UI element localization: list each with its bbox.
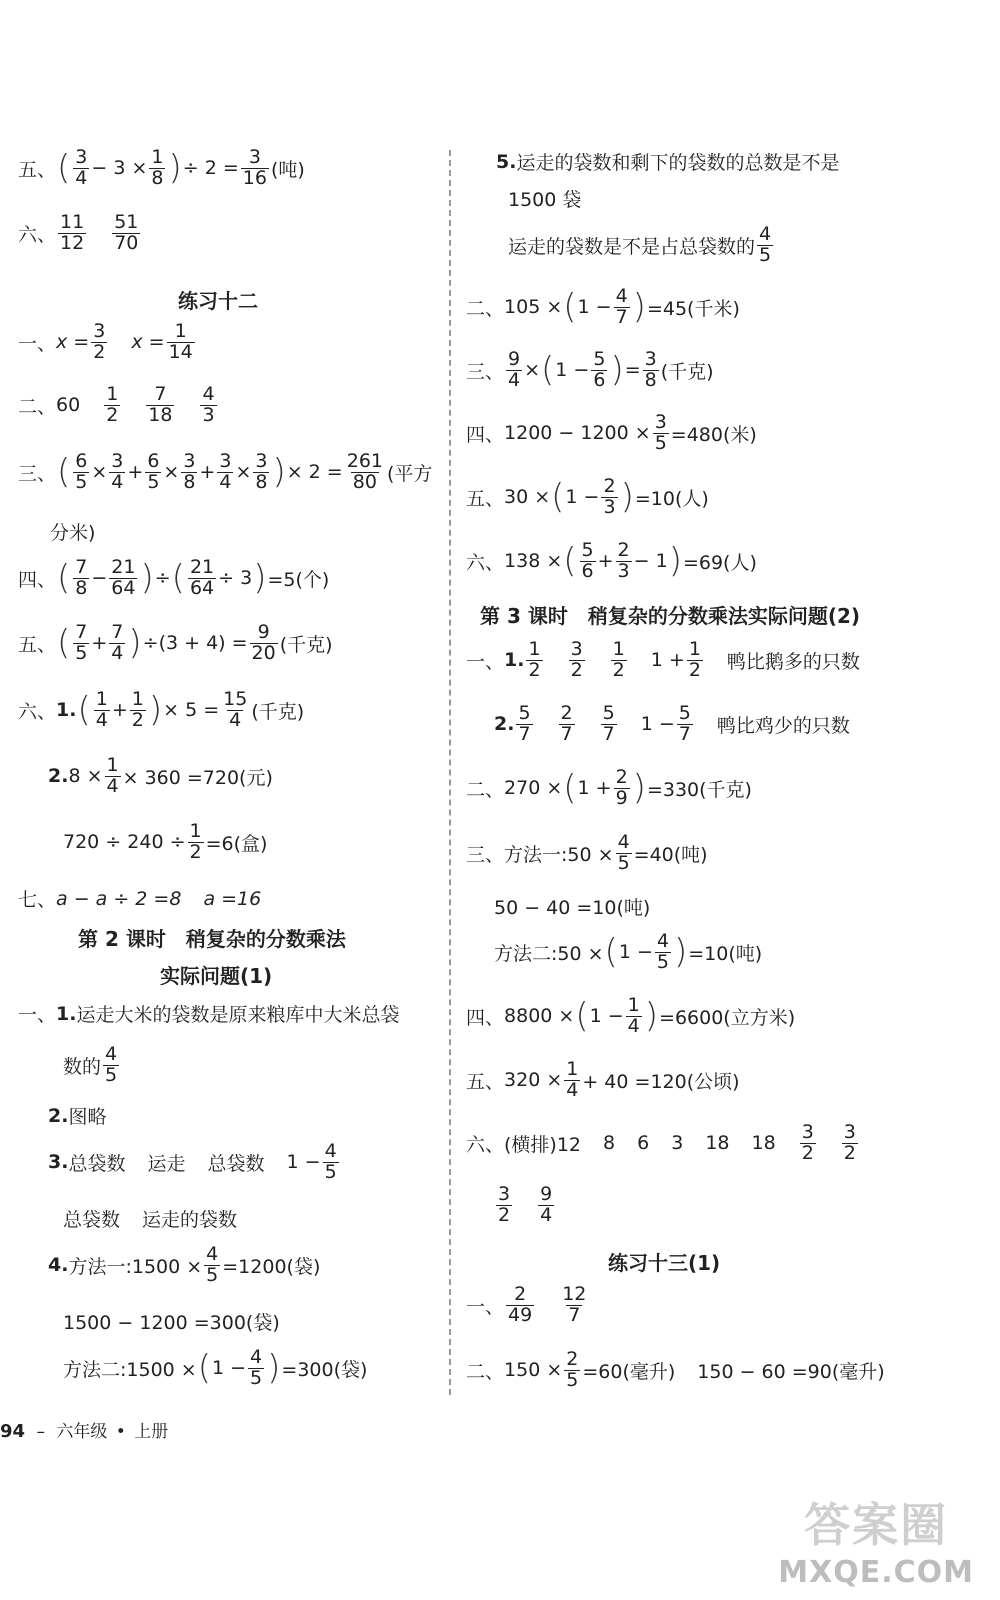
- term-label: 上册: [134, 1422, 169, 1442]
- question-4: 四、 1200 − 1200 × $\frac{3}{5}$ =480(米): [466, 411, 757, 454]
- section-heading-lianxi12: 练习十二: [178, 289, 258, 313]
- fraction: $\frac{5}{7}$: [602, 702, 615, 745]
- fraction: $\frac{1}{2}$: [189, 820, 202, 863]
- exercise-5: 五、 ( $\frac{7}{5}$ + $\frac{7}{4}$ ) ÷(3 + 4) = $\frac{9}{20}$ (千克): [18, 621, 333, 664]
- fraction: $\frac{2}{49}$: [508, 1283, 533, 1326]
- exercise-6-1: 六、 1. ( $\frac{1}{4}$ + $\frac{1}{2}$ ) × 5 = $\frac{15}{4}$ (千克): [18, 688, 305, 731]
- fraction: $\frac{1}{8}$: [151, 146, 164, 189]
- fraction: $\frac{4}{5}$: [656, 930, 669, 973]
- lesson3-question-1-1: 一、 1. $\frac{1}{2}$ $\frac{3}{2}$ $\frac{1}{2}$ 1 + $\frac{1}{2}$ 鸭比鹅多的只数: [466, 638, 860, 681]
- fraction: $\frac{3}{2}$: [570, 638, 583, 681]
- fraction: $\frac{3}{2}$: [498, 1183, 511, 1226]
- section-heading-lianxi13: 练习十三(1): [608, 1251, 721, 1275]
- fraction: $\frac{4}{5}$: [250, 1346, 263, 1389]
- question-1-1-cont: 数的 $\frac{4}{5}$: [63, 1043, 118, 1086]
- fraction: $\frac{3}{2}$: [843, 1121, 856, 1164]
- fraction: $\frac{3}{4}$: [219, 450, 232, 493]
- lesson3-question-6-cont: [494, 1185, 556, 1226]
- fraction: $\frac{5}{6}$: [581, 539, 594, 582]
- fraction: $\frac{15}{4}$: [223, 688, 248, 731]
- question-5: 五、 30 × ( 1 − $\frac{2}{3}$ ) =10(人): [466, 475, 709, 518]
- watermark: 答案圈 MXQE.COM: [778, 1498, 974, 1590]
- lesson3-question-1-2: 2. $\frac{5}{7}$ $\frac{2}{7}$ $\frac{5}{7}$ 1 − $\frac{5}{7}$ 鸭比鸡少的只数: [494, 702, 850, 745]
- lesson3-question-3-method2: 方法二:50 × ( 1 − $\frac{4}{5}$ ) =10(吨): [494, 930, 763, 973]
- fraction: $\frac{9}{4}$: [540, 1183, 553, 1226]
- fraction: $\frac{1}{4}$: [627, 994, 640, 1037]
- exercise-3-unit: 分米): [50, 522, 96, 544]
- lesson-2-subheading: 实际问题(1): [160, 964, 273, 988]
- page-number: 94: [0, 1421, 26, 1442]
- question-1-5-cont: 1500 袋: [508, 189, 582, 211]
- question-1-5: 5. 运走的袋数和剩下的袋数的总数是不是: [496, 150, 840, 174]
- fraction: $\frac{7}{5}$: [75, 621, 88, 664]
- exercise-6-2: 2. 8 × $\frac{1}{4}$ × 360 =720(元): [48, 754, 273, 797]
- question-2: 二、 105 × ( 1 − $\frac{4}{7}$ ) =45(千米): [466, 285, 740, 328]
- exercise-6-2-step: 720 ÷ 240 ÷ $\frac{1}{2}$ =6(盒): [63, 820, 268, 863]
- fraction: $\frac{51}{70}$: [114, 211, 139, 254]
- fraction: $\frac{9}{4}$: [508, 348, 521, 391]
- lesson3-question-4: 四、 8800 × ( 1 − $\frac{1}{4}$ ) =6600(立方米): [466, 994, 796, 1037]
- lesson-2-heading: 第 2 课时 稍复杂的分数乘法: [78, 927, 346, 951]
- answer-5: 五、 ( $\frac{3}{4}$ − 3 × $\frac{1}{8}$ ) ÷ 2 = $\frac{3}{16}$ (吨): [18, 146, 305, 189]
- fraction: $\frac{7}{18}$: [148, 383, 173, 426]
- fraction: $\frac{6}{5}$: [75, 450, 88, 493]
- fraction: $\frac{2}{3}$: [617, 539, 630, 582]
- lianxi13-question-2: 二、 150 × $\frac{2}{5}$ =60(毫升) 150 − 60 =90(毫升): [466, 1348, 885, 1391]
- lianxi13-question-1: 一、 $\frac{2}{49}$ $\frac{12}{7}$: [466, 1283, 587, 1326]
- question-6: 六、 138 × ( $\frac{5}{6}$ + $\frac{2}{3}$ − 1 ) =69(人): [466, 539, 757, 582]
- fraction: $\frac{2}{3}$: [603, 475, 616, 518]
- fraction: $\frac{261}{80}$: [346, 450, 383, 493]
- fraction: $\frac{7}{4}$: [111, 621, 124, 664]
- fraction: $\frac{9}{20}$: [251, 621, 276, 664]
- lesson3-question-3: 三、 方法一:50 × $\frac{4}{5}$ =40(吨): [466, 831, 708, 874]
- fraction: $\frac{3}{4}$: [75, 146, 88, 189]
- fraction: $\frac{4}{5}$: [759, 223, 772, 266]
- fraction: $\frac{3}{8}$: [644, 348, 657, 391]
- fraction: $\frac{1}{2}$: [688, 638, 701, 681]
- fraction: $\frac{1}{2}$: [106, 383, 119, 426]
- fraction: $\frac{1}{2}$: [131, 688, 144, 731]
- question-1-3: 3. 总袋数 运走 总袋数 1 − $\frac{4}{5}$: [48, 1140, 337, 1183]
- question-1-1: 一、 1. 运走大米的袋数是原来粮库中大米总袋: [18, 1002, 400, 1026]
- fraction: $\frac{2}{5}$: [566, 1348, 579, 1391]
- question-1-3-cont: 总袋数 运走的袋数: [63, 1209, 238, 1231]
- exercise-2: 二、 60 $\frac{1}{2}$ $\frac{7}{18}$ $\frac{4}{3}$: [18, 383, 215, 426]
- fraction: $\frac{11}{12}$: [60, 211, 85, 254]
- fraction: $\frac{3}{8}$: [183, 450, 196, 493]
- lesson-3-heading: 第 3 课时 稍复杂的分数乘法实际问题(2): [480, 604, 861, 628]
- fraction: $\frac{3}{2}$: [93, 320, 106, 363]
- exercise-1: 一、 x = $\frac{3}{2}$ x = $\frac{1}{14}$: [18, 320, 193, 363]
- lesson3-question-5: 五、 320 × $\frac{1}{4}$ + 40 =120(公顷): [466, 1058, 740, 1101]
- fraction: $\frac{4}{5}$: [206, 1243, 219, 1286]
- fraction: $\frac{4}{7}$: [615, 285, 628, 328]
- question-1-4: 4. 方法一:1500 × $\frac{4}{5}$ =1200(袋): [48, 1243, 321, 1286]
- fraction: $\frac{3}{4}$: [111, 450, 124, 493]
- fraction: $\frac{7}{8}$: [75, 556, 88, 599]
- fraction: $\frac{3}{16}$: [242, 146, 267, 189]
- fraction: $\frac{1}{4}$: [106, 754, 119, 797]
- fraction: $\frac{21}{64}$: [111, 556, 136, 599]
- question-1-4-method2: 方法二:1500 × ( 1 − $\frac{4}{5}$ ) =300(袋): [63, 1346, 368, 1389]
- fraction: $\frac{1}{2}$: [528, 638, 541, 681]
- fraction: $\frac{6}{5}$: [147, 450, 160, 493]
- fraction: $\frac{4}{5}$: [617, 831, 630, 874]
- fraction: $\frac{1}{4}$: [95, 688, 108, 731]
- lesson3-question-2: 二、 270 × ( 1 + $\frac{2}{9}$ ) =330(千克): [466, 766, 752, 809]
- fraction: $\frac{1}{4}$: [566, 1058, 579, 1101]
- column-divider: [449, 150, 451, 1395]
- fraction: $\frac{4}{3}$: [202, 383, 215, 426]
- exercise-3: 三、 ( $\frac{6}{5}$ × $\frac{3}{4}$ + $\frac{6}{5}$ × $\frac{3}{8}$ + $\frac{3}{4}$ × $\frac{3}{8}$ ) × 2 = $\frac{261}{80}$ (平方: [18, 450, 433, 493]
- exercise-4: 四、 ( $\frac{7}{8}$ − $\frac{21}{64}$ ) ÷ ( $\frac{21}{64}$ ÷ 3 ) =5(个): [18, 556, 330, 599]
- fraction: $\frac{2}{9}$: [615, 766, 628, 809]
- question-1-5-cont2: 运走的袋数是不是占总袋数的 $\frac{4}{5}$: [508, 223, 772, 266]
- exercise-7: 七、 a − a ÷ 2 =8 a =16: [18, 887, 262, 911]
- answer-6: 六、 $\frac{11}{12}$ $\frac{51}{70}$: [18, 211, 139, 254]
- fraction: $\frac{3}{8}$: [255, 450, 268, 493]
- lesson3-question-3-step: 50 − 40 =10(吨): [494, 897, 651, 919]
- fraction: $\frac{12}{7}$: [562, 1283, 587, 1326]
- fraction: $\frac{5}{7}$: [518, 702, 531, 745]
- fraction: $\frac{3}{5}$: [654, 411, 667, 454]
- question-1-2: 2. 图略: [48, 1104, 107, 1128]
- fraction: $\frac{1}{2}$: [612, 638, 625, 681]
- fraction: $\frac{21}{64}$: [189, 556, 215, 599]
- page-footer: 94 – 六年级 • 上册: [0, 1421, 169, 1442]
- fraction: $\frac{5}{6}$: [593, 348, 606, 391]
- fraction: $\frac{5}{7}$: [678, 702, 691, 745]
- grade-label: 六年级: [56, 1422, 108, 1442]
- fraction: $\frac{2}{7}$: [560, 702, 573, 745]
- fraction: $\frac{1}{14}$: [168, 320, 193, 363]
- question-3: 三、 $\frac{9}{4}$ × ( 1 − $\frac{5}{6}$ ) = $\frac{3}{8}$ (千克): [466, 348, 714, 391]
- fraction: $\frac{4}{5}$: [105, 1043, 118, 1086]
- question-1-4-step: 1500 − 1200 =300(袋): [63, 1312, 280, 1334]
- fraction: $\frac{3}{2}$: [801, 1121, 814, 1164]
- fraction: $\frac{4}{5}$: [324, 1140, 337, 1183]
- lesson3-question-6: 六、 (横排)12 8 6 3 18 18 $\frac{3}{2}$ $\frac{3}{2}$: [466, 1121, 856, 1164]
